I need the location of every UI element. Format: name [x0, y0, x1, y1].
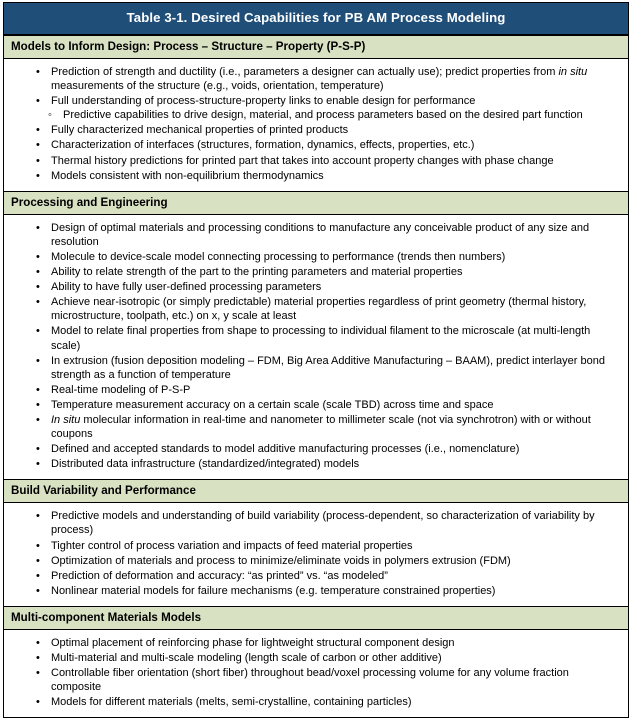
section-body	[4, 59, 628, 191]
bullet-list	[12, 221, 620, 472]
bullet-icon: •	[36, 667, 40, 680]
bullet-icon: •	[36, 554, 40, 567]
bullet-list	[12, 65, 620, 183]
bullet-icon: •	[36, 413, 40, 426]
list-item	[12, 138, 620, 152]
list-item	[12, 354, 620, 382]
bullet-icon: •	[36, 510, 40, 523]
bullet-icon: •	[36, 66, 40, 78]
list-item-text: Thermal history predictions for printed part that takes into account property changes with phase change	[51, 154, 554, 167]
section-body	[4, 630, 628, 717]
list-item-text: Models for different materials (melts, semi-crystalline, containing particles)	[51, 696, 412, 709]
bullet-list	[12, 636, 620, 709]
section-header-label: Build Variability and Performance	[11, 484, 196, 498]
bullet-icon: •	[36, 539, 40, 552]
bullet-icon: •	[36, 443, 40, 456]
list-item	[12, 295, 620, 323]
list-item-text: Prediction of deformation and accuracy: “as printed” vs. “as modeled”	[51, 569, 388, 582]
list-item-text: Defined and accepted standards to model additive manufacturing processes (i.e., nomenclature)	[51, 443, 520, 456]
list-item	[12, 413, 620, 441]
list-item	[12, 457, 620, 471]
section-header	[4, 479, 628, 503]
list-item-text: Controllable fiber orientation (short fiber) throughout bead/voxel processing volume for any volume fraction composite	[51, 667, 569, 694]
bullet-icon: •	[36, 458, 40, 471]
list-item	[12, 280, 620, 294]
list-item-text: Predictive models and understanding of build variability (process-dependent, so characterization of variability by process)	[51, 510, 595, 537]
list-item	[12, 169, 620, 183]
list-item-text: Nonlinear material models for failure mechanisms (e.g. temperature constrained properties)	[51, 584, 496, 597]
bullet-icon: •	[36, 354, 40, 367]
list-item-text: In situ molecular information in real-time and nanometer to millimeter scale (not via synchrotron) with or without coupons	[51, 413, 591, 441]
list-item-text: Molecule to device-scale model connecting processing to performance (trends then numbers)	[51, 250, 506, 263]
bullet-icon: •	[36, 154, 40, 167]
section-body	[4, 215, 628, 480]
bullet-icon: •	[36, 652, 40, 664]
section-header	[4, 35, 628, 59]
list-item	[12, 154, 620, 168]
list-item-text: Optimization of materials and process to minimize/eliminate voids in polymers extrusion (FDM)	[51, 554, 511, 567]
section-header-label: Multi-component Materials Models	[11, 610, 202, 624]
list-item-text: In extrusion (fusion deposition modeling – FDM, Big Area Additive Manufacturing – BAAM), predict interlayer bond strength as a function of temperature	[51, 354, 605, 381]
list-item-text: Optimal placement of reinforcing phase for lightweight structural component design	[51, 636, 455, 649]
bullet-icon: •	[36, 281, 40, 294]
list-item	[12, 442, 620, 456]
list-item-text: Fully characterized mechanical properties of printed products	[51, 124, 349, 137]
sub-list-item-text: Predictive capabilities to drive design, material, and process parameters based on the desired part function	[63, 109, 583, 122]
list-item	[12, 539, 620, 553]
list-item-text: Achieve near-isotropic (or simply predictable) material properties regardless of print geometry (thermal history, microstructure, toolpath, etc.) on x, y scale at least	[51, 296, 587, 323]
bullet-icon: •	[36, 398, 40, 411]
list-item-text: Distributed data infrastructure (standardized/integrated) models	[51, 458, 360, 471]
section-header-label: Models to Inform Design: Process – Structure – Property (P-S-P)	[11, 40, 366, 53]
bullet-list	[12, 509, 620, 598]
capabilities-table	[3, 2, 629, 718]
section-header	[4, 606, 628, 630]
list-item	[12, 695, 620, 709]
list-item	[12, 398, 620, 412]
bullet-icon: •	[36, 383, 40, 396]
bullet-icon: •	[36, 569, 40, 582]
section-header	[4, 191, 628, 215]
section-body	[4, 503, 628, 606]
list-item	[12, 123, 620, 137]
bullet-icon: •	[36, 124, 40, 137]
list-item	[12, 569, 620, 583]
list-item	[12, 509, 620, 537]
list-item-text: Design of optimal materials and processing conditions to manufacture any conceivable product of any size and resolution	[51, 221, 590, 248]
list-item	[12, 666, 620, 694]
list-item	[12, 324, 620, 352]
list-item	[12, 584, 620, 598]
sub-bullet-icon: ◦	[48, 109, 52, 122]
list-item-text: Ability to have fully user-defined processing parameters	[51, 281, 322, 294]
bullet-icon: •	[36, 696, 40, 709]
bullet-icon: •	[36, 95, 40, 108]
list-item-text: Ability to relate strength of the part to the printing parameters and material properties	[51, 266, 463, 279]
page-title: Table 3-1. Desired Capabilities for PB AM Process Modeling	[126, 10, 506, 25]
list-item-text: Full understanding of process-structure-property links to enable design for performance	[51, 95, 476, 108]
bullet-icon: •	[36, 584, 40, 597]
list-item-text: Tighter control of process variation and impacts of feed material properties	[51, 539, 413, 552]
bullet-icon: •	[36, 169, 40, 182]
list-item-text: Multi-material and multi-scale modeling (length scale of carbon or other additive)	[51, 652, 442, 664]
bullet-icon: •	[36, 636, 40, 649]
sub-list-item	[48, 108, 620, 122]
bullet-icon: •	[36, 139, 40, 152]
section-header-label: Processing and Engineering	[11, 195, 168, 209]
list-item	[12, 383, 620, 397]
bullet-icon: •	[36, 266, 40, 279]
table-title-bar	[4, 3, 628, 35]
list-item-text: Characterization of interfaces (structures, formation, dynamics, effects, properties, etc.)	[51, 139, 475, 152]
sub-bullet-list	[48, 108, 620, 122]
list-item	[12, 221, 620, 249]
list-item-text: Real-time modeling of P-S-P	[51, 383, 191, 396]
table-sections	[4, 35, 628, 717]
bullet-icon: •	[36, 325, 40, 338]
list-item-text: Model to relate final properties from shape to processing to individual filament to the microscale (at multi-length scale)	[51, 325, 591, 352]
bullet-icon: •	[36, 250, 40, 263]
list-item	[12, 94, 620, 122]
bullet-icon: •	[36, 221, 40, 234]
list-item	[12, 651, 620, 665]
list-item-text: Models consistent with non-equilibrium thermodynamics	[51, 169, 324, 182]
bullet-icon: •	[36, 296, 40, 309]
list-item	[12, 65, 620, 93]
list-item	[12, 636, 620, 650]
list-item-text: Temperature measurement accuracy on a certain scale (scale TBD) across time and space	[51, 398, 494, 411]
list-item	[12, 250, 620, 264]
list-item-text: Prediction of strength and ductility (i.e., parameters a designer can actually use); predict properties from in situ measurements of the structure (e.g., voids, orientation, temperature)	[51, 66, 588, 93]
list-item	[12, 554, 620, 568]
list-item	[12, 265, 620, 279]
